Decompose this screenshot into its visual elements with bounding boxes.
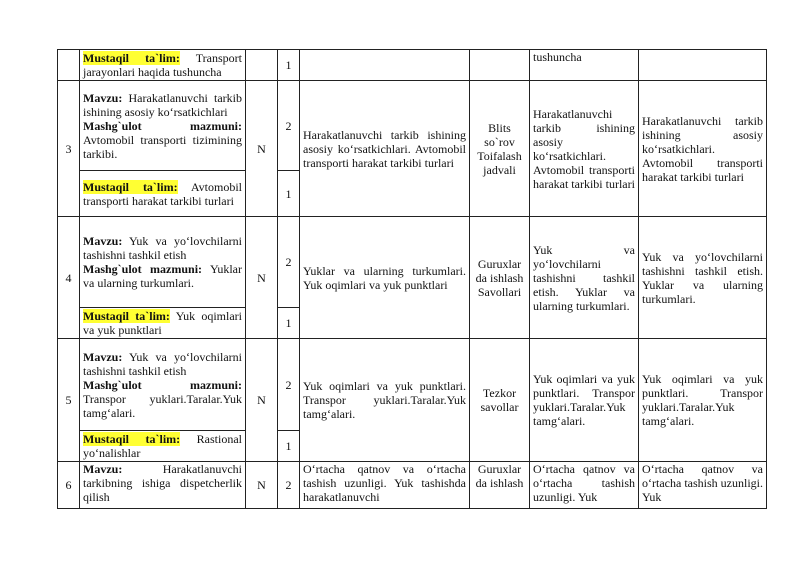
mavzu-text: Yuk va yo‘lovchilarni tashishni tashkil etish bbox=[83, 234, 242, 262]
table-row bbox=[58, 462, 767, 509]
mustaqil-label: Mustaqil ta`lim: bbox=[83, 51, 180, 65]
method-cell: Tezkor savollar bbox=[470, 339, 530, 462]
table-row bbox=[58, 217, 767, 308]
type-cell: N bbox=[246, 217, 278, 339]
topic-cell: O‘rtacha qatnov va o‘rtacha tashish uzunligi. Yuk tashishda harakatlanuvchi bbox=[300, 462, 470, 509]
hours-cell: 2 bbox=[278, 462, 300, 509]
lesson-cell bbox=[80, 308, 246, 339]
hours-cell: 1 bbox=[278, 171, 300, 217]
lesson-cell bbox=[80, 171, 246, 217]
row-number: 5 bbox=[58, 339, 80, 462]
row-number bbox=[58, 50, 80, 81]
type-cell: N bbox=[246, 339, 278, 462]
hours-cell: 2 bbox=[278, 339, 300, 431]
type-cell: N bbox=[246, 462, 278, 509]
hours-cell: 1 bbox=[278, 50, 300, 81]
mashgulot-text: Avtomobil transporti tizimining tarkibi. bbox=[83, 132, 242, 161]
col7-cell: O‘rtacha qatnov va o‘rtacha tashish uzunligi. Yuk bbox=[639, 462, 767, 509]
mustaqil-label: Mustaqil ta`lim: bbox=[83, 179, 178, 194]
hours-cell: 2 bbox=[278, 81, 300, 171]
hours-cell: 1 bbox=[278, 431, 300, 462]
lesson-cell bbox=[80, 431, 246, 462]
mavzu-label: Mavzu: bbox=[83, 234, 123, 248]
mashgulot-text: Yuklar va ularning turkumlari. bbox=[83, 262, 242, 290]
mashgulot-text: Transpor yuklari.Taralar.Yuk tamg‘alari. bbox=[83, 391, 242, 420]
mashgulot-label: Mashg`ulot mazmuni: bbox=[83, 262, 203, 276]
method-cell: Guruxlar da ishlash Savollari bbox=[470, 217, 530, 339]
col6-cell: Harakatlanuvchi tarkib ishining asosiy ko‘rsatkichlari. Avtomobil transporti harakat tarkibi turlari bbox=[530, 81, 639, 217]
col7-cell: Yuk oqimlari va yuk punktlari. Transpor yuklari.Taralar.Yuk tamg‘alari. bbox=[639, 339, 767, 462]
type-cell: N bbox=[246, 81, 278, 217]
lesson-cell bbox=[80, 217, 246, 308]
mustaqil-label: Mustaqil ta`lim: bbox=[83, 432, 181, 446]
mustaqil-text: Rastional yo‘nalishlar bbox=[83, 432, 242, 460]
mashgulot-label: Mashg`ulot mazmuni: bbox=[83, 377, 242, 392]
row-number: 4 bbox=[58, 217, 80, 339]
col7-cell bbox=[639, 50, 767, 81]
mavzu-label: Mavzu: bbox=[83, 90, 123, 105]
col6-cell: tushuncha bbox=[530, 50, 639, 81]
mashgulot-label: Mashg`ulot mazmuni: bbox=[83, 118, 242, 133]
topic-cell: Yuklar va ularning turkumlari. Yuk oqimlari va yuk punktlari bbox=[300, 217, 470, 339]
col7-cell: Yuk va yo‘lovchilarni tashishni tashkil etish. Yuklar va ularning turkumlari. bbox=[639, 217, 767, 339]
lesson-cell bbox=[80, 339, 246, 431]
mustaqil-text: Avtomobil transporti harakat tarkibi turlari bbox=[83, 179, 242, 208]
table-row bbox=[58, 339, 767, 431]
mustaqil-text: Transport jarayonlari haqida tushuncha bbox=[83, 51, 242, 79]
hours-cell: 2 bbox=[278, 217, 300, 308]
curriculum-table bbox=[57, 49, 767, 509]
topic-cell: Harakatlanuvchi tarkib ishining asosiy ko‘rsatkichlari. Avtomobil transporti harakat tarkibi turlari bbox=[300, 81, 470, 217]
lesson-cell bbox=[80, 50, 246, 81]
lesson-cell bbox=[80, 81, 246, 171]
topic-cell bbox=[300, 50, 470, 81]
mustaqil-text: Yuk oqimlari va yuk punktlari bbox=[83, 309, 242, 337]
table-row bbox=[58, 81, 767, 171]
mustaqil-label: Mustaqil ta`lim: bbox=[83, 309, 170, 323]
method-cell bbox=[470, 50, 530, 81]
mavzu-text: Yuk va yo‘lovchilarni tashishni tashkil etish bbox=[83, 349, 242, 378]
method-cell: Guruxlar da ishlash bbox=[470, 462, 530, 509]
lesson-cell bbox=[80, 462, 246, 509]
type-cell bbox=[246, 50, 278, 81]
col6-cell: Yuk va yo‘lovchilarni tashishni tashkil etish. Yuklar va ularning turkumlari. bbox=[530, 217, 639, 339]
topic-cell: Yuk oqimlari va yuk punktlari. Transpor yuklari.Taralar.Yuk tamg‘alari. bbox=[300, 339, 470, 462]
col6-cell: O‘rtacha qatnov va o‘rtacha tashish uzunligi. Yuk bbox=[530, 462, 639, 509]
col6-cell: Yuk oqimlari va yuk punktlari. Transpor yuklari.Taralar.Yuk tamg‘alari. bbox=[530, 339, 639, 462]
row-number: 3 bbox=[58, 81, 80, 217]
hours-cell: 1 bbox=[278, 308, 300, 339]
col7-cell: Harakatlanuvchi tarkib ishining asosiy ko‘rsatkichlari. Avtomobil transporti harakat tarkibi turlari bbox=[639, 81, 767, 217]
table-row bbox=[58, 50, 767, 81]
row-number: 6 bbox=[58, 462, 80, 509]
mavzu-label: Mavzu: bbox=[83, 462, 123, 476]
mavzu-text: Harakatlanuvchi tarkib ishining asosiy ko‘rsatkichlari bbox=[83, 90, 242, 119]
mavzu-label: Mavzu: bbox=[83, 349, 123, 364]
mavzu-text: Harakatlanuvchi tarkibning ishiga dispetcherlik qilish bbox=[83, 462, 242, 504]
method-cell: Blits so`rov Toifalash jadvali bbox=[470, 81, 530, 217]
